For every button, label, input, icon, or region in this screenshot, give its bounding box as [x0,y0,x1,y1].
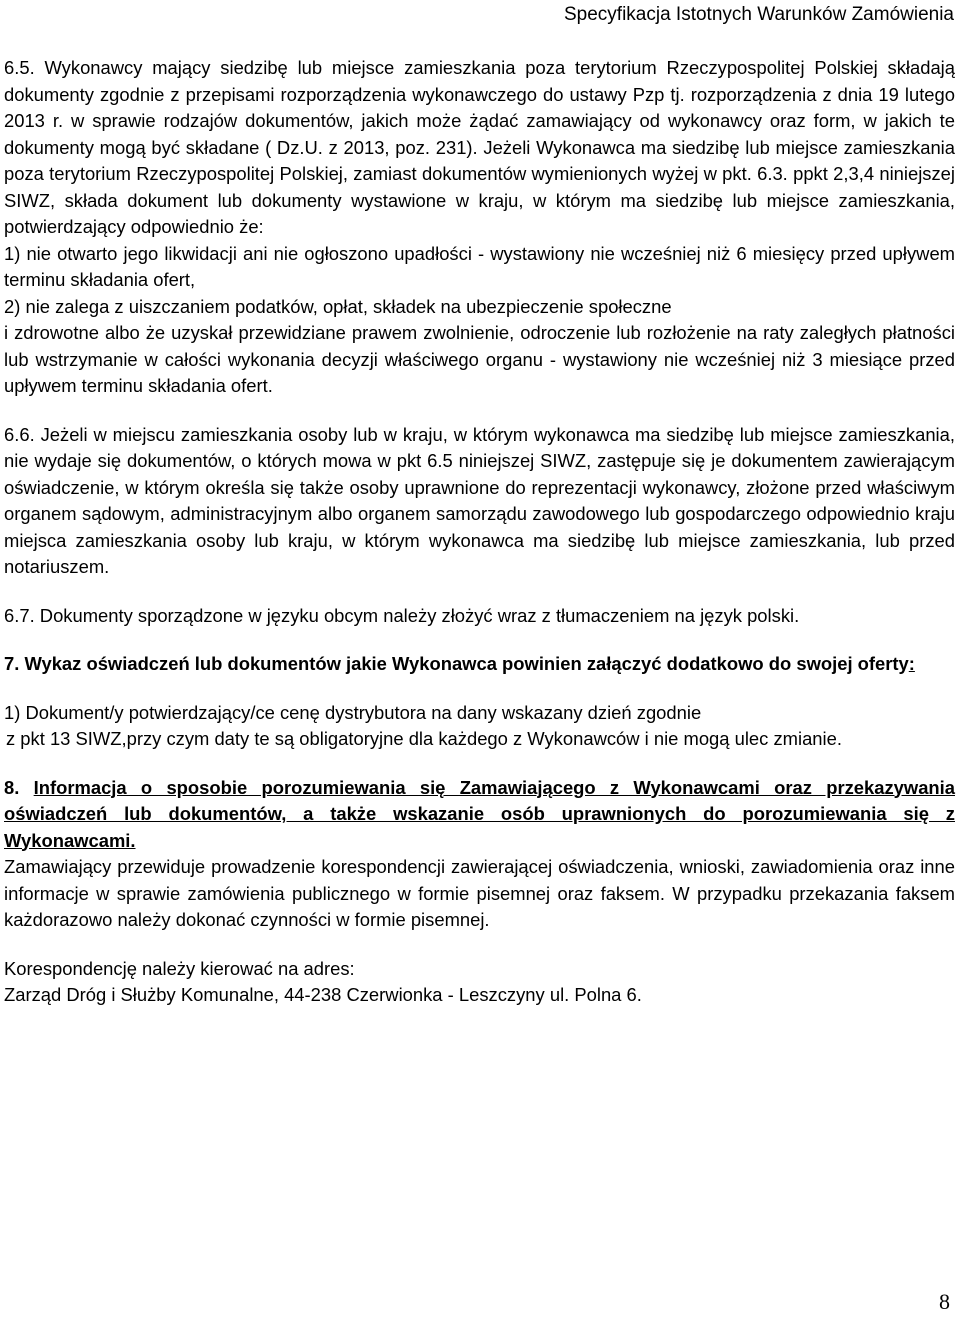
section-7-item-1-line-1: 1) Dokument/y potwierdzający/ce cenę dystrybutora na dany wskazany dzień zgodnie [4,701,702,723]
spacer [4,581,955,603]
section-8-number: 8. [4,776,34,798]
document-header: Specyfikacja Istotnych Warunków Zamówienia [563,4,954,25]
spacer [4,629,955,651]
section-7-heading-text: 7. Wykaz oświadczeń lub dokumentów jakie Wykonawca powinien załączyć dodatkowo do swojej oferty [4,653,909,674]
section-6-5-item-2-line-1: 2) nie zalega z uiszczaniem podatków, opłat, składek na ubezpieczenie społeczne [4,295,672,317]
section-7-item-1-rest: z pkt 13 SIWZ,przy czym daty te są obligatoryjne dla każdego z Wykonawców i nie mogą ulec zmianie. [6,728,842,749]
section-6-5-item-1: 1) nie otwarto jego likwidacji ani nie ogłoszono upadłości - wystawiony nie wcześniej niż 6 miesięcy przed upływem terminu składania ofert, [4,242,955,290]
spacer [4,400,955,422]
document-body [4,55,955,1009]
section-8-heading [4,775,955,855]
section-8-heading-text: Informacja o sposobie porozumiewania się Zamawiającego z Wykonawcami oraz przekazywania oświadczeń lub dokumentów, a także wskazanie osób uprawnionych do porozumiewania się z Wykonawcami. [4,776,956,851]
page-number: 8 [939,1289,950,1314]
spacer [4,678,955,700]
section-6-7: 6.7. Dokumenty sporządzone w języku obcym należy złożyć wraz z tłumaczeniem na język polski. [4,604,800,626]
section-7-heading-colon: : [908,653,915,674]
section-6-6: 6.6. Jeżeli w miejscu zamieszkania osoby lub w kraju, w którym wykonawca ma siedzibę lub miejsce zamieszkania, nie wydaje się dokumentów, o których mowa w pkt 6.5 niniejszej SIWZ, zastępuje się je dokumentem zawierającym oświadczenie, w którym określa się także osoby uprawnione do reprezentacji wykonawcy, złożone przed właściwym organem sądowym, administracyjnym albo organem samorządu zawodowego lub gospodarczego odpowiednio kraju miejsca zamieszkania osoby lub kraju, w którym wykonawca ma siedzibę lub miejsce zamieszkania, lub przed notariuszem. [4,423,955,577]
address-value: Zarząd Dróg i Służby Komunalne, 44-238 Czerwionka - Leszczyny ul. Polna 6. [4,984,642,1005]
spacer [4,753,955,775]
section-8-body: Zamawiający przewiduje prowadzenie korespondencji zawierającej oświadczenia, wnioski, zawiadomienia oraz inne informacje w sprawie zamówienia publicznego w formie pisemnej oraz faksem. W przypadku przekazania faksem każdorazowo należy dokonać czynności w formie pisemnej. [4,856,955,930]
section-6-5-item-2-rest: i zdrowotne albo że uzyskał przewidziane prawem zwolnienie, odroczenie lub rozłożenie na raty zaległych płatności lub wstrzymanie w całości wykonania decyzji właściwego organu - wystawiony nie wcześniej niż 3 miesiące przed upływem terminu składania ofert. [4,322,955,396]
section-6-5: 6.5. Wykonawcy mający siedzibę lub miejsce zamieszkania poza terytorium Rzeczypospolitej Polskiej składają dokumenty zgodnie z przepisami rozporządzenia wykonawczego do ustawy Pzp tj. rozporządzenia z dnia 19 lutego 2013 r. w sprawie rodzajów dokumentów, jakich może żądać zamawiający od wykonawcy oraz form, w jakich te dokumenty mogą być składane ( Dz.U. z 2013, poz. 231). Jeżeli Wykonawca ma siedzibę lub miejsce zamieszkania poza terytorium Rzeczypospolitej Polskiej, zamiast dokumentów wymienionych wyżej w pkt. 6.3. ppkt 2,3,4 niniejszej SIWZ, składa dokument lub dokumenty wystawione w kraju, w którym ma siedzibę lub miejsce zamieszkania, potwierdzający odpowiednio że: [4,57,955,237]
spacer [4,934,955,956]
address-label: Korespondencję należy kierować na adres: [4,957,355,979]
section-7-heading [4,651,955,678]
